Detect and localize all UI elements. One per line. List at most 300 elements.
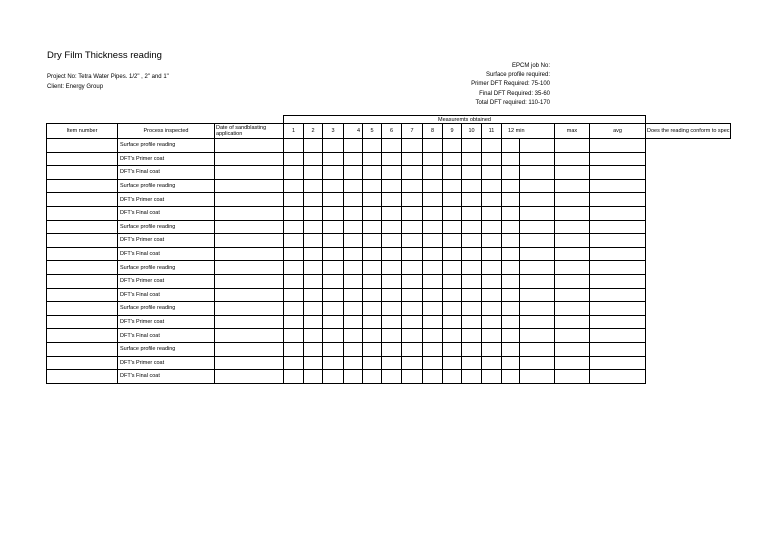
entry-cell[interactable] [423,274,443,288]
entry-cell[interactable] [555,166,590,180]
entry-cell[interactable] [323,179,344,193]
entry-cell[interactable] [502,315,520,329]
entry-cell[interactable] [402,356,423,370]
entry-cell[interactable] [462,329,482,343]
entry-cell[interactable] [443,261,462,275]
entry-cell[interactable] [482,329,502,343]
entry-cell[interactable] [344,139,363,153]
entry-cell[interactable] [590,234,646,248]
item-number-cell[interactable] [47,274,118,288]
entry-cell[interactable] [215,179,284,193]
entry-cell[interactable] [590,274,646,288]
entry-cell[interactable] [382,206,402,220]
entry-cell[interactable] [402,302,423,316]
entry-cell[interactable] [402,206,423,220]
entry-cell[interactable] [363,288,382,302]
entry-cell[interactable] [323,302,344,316]
entry-cell[interactable] [423,179,443,193]
entry-cell[interactable] [344,234,363,248]
entry-cell[interactable] [284,329,304,343]
item-number-cell[interactable] [47,315,118,329]
entry-cell[interactable] [304,342,323,356]
entry-cell[interactable] [304,220,323,234]
entry-cell[interactable] [590,139,646,153]
entry-cell[interactable] [520,329,555,343]
entry-cell[interactable] [443,206,462,220]
entry-cell[interactable] [363,193,382,207]
entry-cell[interactable] [363,179,382,193]
entry-cell[interactable] [482,234,502,248]
entry-cell[interactable] [402,370,423,384]
entry-cell[interactable] [590,206,646,220]
entry-cell[interactable] [344,370,363,384]
entry-cell[interactable] [363,342,382,356]
entry-cell[interactable] [462,261,482,275]
item-number-cell[interactable] [47,152,118,166]
entry-cell[interactable] [462,220,482,234]
entry-cell[interactable] [363,302,382,316]
entry-cell[interactable] [502,356,520,370]
entry-cell[interactable] [520,342,555,356]
entry-cell[interactable] [520,152,555,166]
entry-cell[interactable] [423,261,443,275]
item-number-cell[interactable] [47,193,118,207]
entry-cell[interactable] [382,234,402,248]
entry-cell[interactable] [402,179,423,193]
entry-cell[interactable] [443,220,462,234]
entry-cell[interactable] [423,342,443,356]
entry-cell[interactable] [502,370,520,384]
entry-cell[interactable] [284,166,304,180]
entry-cell[interactable] [323,234,344,248]
entry-cell[interactable] [502,166,520,180]
entry-cell[interactable] [284,152,304,166]
entry-cell[interactable] [344,329,363,343]
entry-cell[interactable] [462,166,482,180]
entry-cell[interactable] [462,370,482,384]
item-number-cell[interactable] [47,220,118,234]
entry-cell[interactable] [423,166,443,180]
entry-cell[interactable] [284,370,304,384]
entry-cell[interactable] [423,315,443,329]
entry-cell[interactable] [502,139,520,153]
entry-cell[interactable] [443,234,462,248]
entry-cell[interactable] [502,206,520,220]
entry-cell[interactable] [382,152,402,166]
entry-cell[interactable] [482,315,502,329]
entry-cell[interactable] [443,166,462,180]
entry-cell[interactable] [215,247,284,261]
item-number-cell[interactable] [47,206,118,220]
entry-cell[interactable] [555,139,590,153]
entry-cell[interactable] [363,261,382,275]
entry-cell[interactable] [304,166,323,180]
entry-cell[interactable] [323,370,344,384]
entry-cell[interactable] [304,206,323,220]
entry-cell[interactable] [555,220,590,234]
entry-cell[interactable] [443,247,462,261]
entry-cell[interactable] [402,152,423,166]
entry-cell[interactable] [215,274,284,288]
entry-cell[interactable] [304,261,323,275]
entry-cell[interactable] [482,220,502,234]
entry-cell[interactable] [423,288,443,302]
entry-cell[interactable] [344,220,363,234]
entry-cell[interactable] [462,274,482,288]
entry-cell[interactable] [482,356,502,370]
entry-cell[interactable] [402,261,423,275]
entry-cell[interactable] [323,152,344,166]
entry-cell[interactable] [502,152,520,166]
entry-cell[interactable] [323,329,344,343]
entry-cell[interactable] [555,193,590,207]
entry-cell[interactable] [363,206,382,220]
entry-cell[interactable] [215,329,284,343]
entry-cell[interactable] [215,261,284,275]
item-number-cell[interactable] [47,342,118,356]
entry-cell[interactable] [462,247,482,261]
entry-cell[interactable] [555,329,590,343]
entry-cell[interactable] [215,370,284,384]
entry-cell[interactable] [304,315,323,329]
entry-cell[interactable] [482,261,502,275]
entry-cell[interactable] [555,342,590,356]
entry-cell[interactable] [590,166,646,180]
entry-cell[interactable] [482,139,502,153]
entry-cell[interactable] [284,274,304,288]
item-number-cell[interactable] [47,179,118,193]
entry-cell[interactable] [344,342,363,356]
entry-cell[interactable] [284,247,304,261]
entry-cell[interactable] [382,220,402,234]
entry-cell[interactable] [215,193,284,207]
entry-cell[interactable] [402,315,423,329]
item-number-cell[interactable] [47,247,118,261]
entry-cell[interactable] [323,261,344,275]
entry-cell[interactable] [555,370,590,384]
entry-cell[interactable] [423,193,443,207]
entry-cell[interactable] [323,315,344,329]
item-number-cell[interactable] [47,370,118,384]
entry-cell[interactable] [284,234,304,248]
entry-cell[interactable] [215,220,284,234]
entry-cell[interactable] [344,261,363,275]
entry-cell[interactable] [402,139,423,153]
entry-cell[interactable] [520,302,555,316]
entry-cell[interactable] [555,315,590,329]
entry-cell[interactable] [402,288,423,302]
item-number-cell[interactable] [47,234,118,248]
entry-cell[interactable] [363,152,382,166]
entry-cell[interactable] [363,329,382,343]
entry-cell[interactable] [590,315,646,329]
entry-cell[interactable] [304,302,323,316]
entry-cell[interactable] [590,220,646,234]
entry-cell[interactable] [363,356,382,370]
entry-cell[interactable] [482,206,502,220]
entry-cell[interactable] [482,302,502,316]
entry-cell[interactable] [284,342,304,356]
entry-cell[interactable] [284,206,304,220]
entry-cell[interactable] [323,220,344,234]
item-number-cell[interactable] [47,139,118,153]
entry-cell[interactable] [323,288,344,302]
entry-cell[interactable] [423,152,443,166]
entry-cell[interactable] [443,315,462,329]
entry-cell[interactable] [304,152,323,166]
entry-cell[interactable] [482,247,502,261]
entry-cell[interactable] [323,342,344,356]
entry-cell[interactable] [304,356,323,370]
entry-cell[interactable] [284,179,304,193]
entry-cell[interactable] [423,234,443,248]
entry-cell[interactable] [402,247,423,261]
entry-cell[interactable] [363,247,382,261]
entry-cell[interactable] [215,356,284,370]
entry-cell[interactable] [555,302,590,316]
entry-cell[interactable] [323,193,344,207]
entry-cell[interactable] [555,261,590,275]
entry-cell[interactable] [284,220,304,234]
entry-cell[interactable] [215,206,284,220]
entry-cell[interactable] [555,152,590,166]
entry-cell[interactable] [555,288,590,302]
entry-cell[interactable] [215,302,284,316]
entry-cell[interactable] [520,247,555,261]
entry-cell[interactable] [284,288,304,302]
entry-cell[interactable] [363,274,382,288]
entry-cell[interactable] [443,342,462,356]
entry-cell[interactable] [590,247,646,261]
entry-cell[interactable] [502,220,520,234]
entry-cell[interactable] [590,370,646,384]
entry-cell[interactable] [402,234,423,248]
entry-cell[interactable] [284,302,304,316]
entry-cell[interactable] [590,302,646,316]
entry-cell[interactable] [482,288,502,302]
entry-cell[interactable] [382,261,402,275]
entry-cell[interactable] [482,152,502,166]
entry-cell[interactable] [423,206,443,220]
entry-cell[interactable] [502,302,520,316]
entry-cell[interactable] [555,179,590,193]
entry-cell[interactable] [462,206,482,220]
entry-cell[interactable] [520,193,555,207]
entry-cell[interactable] [520,166,555,180]
entry-cell[interactable] [443,179,462,193]
entry-cell[interactable] [462,139,482,153]
entry-cell[interactable] [382,193,402,207]
entry-cell[interactable] [344,179,363,193]
entry-cell[interactable] [215,166,284,180]
entry-cell[interactable] [443,329,462,343]
entry-cell[interactable] [284,193,304,207]
entry-cell[interactable] [555,247,590,261]
entry-cell[interactable] [590,193,646,207]
entry-cell[interactable] [462,179,482,193]
entry-cell[interactable] [590,356,646,370]
entry-cell[interactable] [382,370,402,384]
entry-cell[interactable] [482,179,502,193]
entry-cell[interactable] [482,274,502,288]
entry-cell[interactable] [555,206,590,220]
entry-cell[interactable] [323,206,344,220]
entry-cell[interactable] [382,329,402,343]
entry-cell[interactable] [344,288,363,302]
item-number-cell[interactable] [47,261,118,275]
entry-cell[interactable] [344,193,363,207]
entry-cell[interactable] [344,315,363,329]
entry-cell[interactable] [402,220,423,234]
entry-cell[interactable] [590,342,646,356]
entry-cell[interactable] [344,247,363,261]
entry-cell[interactable] [423,302,443,316]
entry-cell[interactable] [284,315,304,329]
entry-cell[interactable] [520,356,555,370]
entry-cell[interactable] [520,206,555,220]
entry-cell[interactable] [402,342,423,356]
entry-cell[interactable] [502,234,520,248]
entry-cell[interactable] [462,302,482,316]
entry-cell[interactable] [462,315,482,329]
entry-cell[interactable] [215,234,284,248]
entry-cell[interactable] [363,220,382,234]
entry-cell[interactable] [443,152,462,166]
entry-cell[interactable] [520,274,555,288]
entry-cell[interactable] [520,234,555,248]
entry-cell[interactable] [344,356,363,370]
entry-cell[interactable] [323,139,344,153]
entry-cell[interactable] [215,315,284,329]
item-number-cell[interactable] [47,356,118,370]
entry-cell[interactable] [482,166,502,180]
entry-cell[interactable] [443,370,462,384]
entry-cell[interactable] [520,261,555,275]
entry-cell[interactable] [304,139,323,153]
entry-cell[interactable] [423,356,443,370]
entry-cell[interactable] [423,220,443,234]
entry-cell[interactable] [363,315,382,329]
entry-cell[interactable] [443,356,462,370]
entry-cell[interactable] [462,288,482,302]
entry-cell[interactable] [443,193,462,207]
entry-cell[interactable] [555,356,590,370]
entry-cell[interactable] [502,179,520,193]
entry-cell[interactable] [304,370,323,384]
entry-cell[interactable] [323,356,344,370]
entry-cell[interactable] [482,193,502,207]
entry-cell[interactable] [363,370,382,384]
entry-cell[interactable] [363,234,382,248]
entry-cell[interactable] [215,139,284,153]
entry-cell[interactable] [382,288,402,302]
entry-cell[interactable] [502,193,520,207]
entry-cell[interactable] [215,342,284,356]
entry-cell[interactable] [462,342,482,356]
entry-cell[interactable] [363,139,382,153]
entry-cell[interactable] [344,166,363,180]
entry-cell[interactable] [215,288,284,302]
item-number-cell[interactable] [47,302,118,316]
entry-cell[interactable] [215,152,284,166]
entry-cell[interactable] [502,329,520,343]
entry-cell[interactable] [443,274,462,288]
entry-cell[interactable] [443,288,462,302]
entry-cell[interactable] [382,139,402,153]
entry-cell[interactable] [382,247,402,261]
entry-cell[interactable] [284,139,304,153]
entry-cell[interactable] [502,342,520,356]
entry-cell[interactable] [462,234,482,248]
entry-cell[interactable] [323,247,344,261]
entry-cell[interactable] [423,139,443,153]
entry-cell[interactable] [590,261,646,275]
entry-cell[interactable] [323,274,344,288]
entry-cell[interactable] [590,179,646,193]
entry-cell[interactable] [462,193,482,207]
entry-cell[interactable] [502,261,520,275]
entry-cell[interactable] [462,356,482,370]
item-number-cell[interactable] [47,288,118,302]
entry-cell[interactable] [555,274,590,288]
entry-cell[interactable] [555,234,590,248]
entry-cell[interactable] [520,179,555,193]
entry-cell[interactable] [423,370,443,384]
entry-cell[interactable] [344,302,363,316]
entry-cell[interactable] [520,220,555,234]
entry-cell[interactable] [443,139,462,153]
entry-cell[interactable] [402,274,423,288]
entry-cell[interactable] [344,274,363,288]
entry-cell[interactable] [323,166,344,180]
entry-cell[interactable] [423,329,443,343]
item-number-cell[interactable] [47,166,118,180]
entry-cell[interactable] [520,288,555,302]
entry-cell[interactable] [304,329,323,343]
entry-cell[interactable] [382,342,402,356]
entry-cell[interactable] [462,152,482,166]
entry-cell[interactable] [304,274,323,288]
entry-cell[interactable] [382,302,402,316]
entry-cell[interactable] [590,152,646,166]
entry-cell[interactable] [304,288,323,302]
entry-cell[interactable] [382,179,402,193]
entry-cell[interactable] [344,206,363,220]
entry-cell[interactable] [402,329,423,343]
entry-cell[interactable] [382,166,402,180]
item-number-cell[interactable] [47,329,118,343]
entry-cell[interactable] [590,288,646,302]
entry-cell[interactable] [304,179,323,193]
entry-cell[interactable] [443,302,462,316]
entry-cell[interactable] [482,342,502,356]
entry-cell[interactable] [363,166,382,180]
entry-cell[interactable] [520,370,555,384]
entry-cell[interactable] [590,329,646,343]
entry-cell[interactable] [502,274,520,288]
entry-cell[interactable] [520,139,555,153]
entry-cell[interactable] [423,247,443,261]
entry-cell[interactable] [344,152,363,166]
entry-cell[interactable] [284,356,304,370]
entry-cell[interactable] [520,315,555,329]
entry-cell[interactable] [304,193,323,207]
entry-cell[interactable] [382,315,402,329]
entry-cell[interactable] [502,247,520,261]
entry-cell[interactable] [284,261,304,275]
entry-cell[interactable] [402,166,423,180]
entry-cell[interactable] [402,193,423,207]
